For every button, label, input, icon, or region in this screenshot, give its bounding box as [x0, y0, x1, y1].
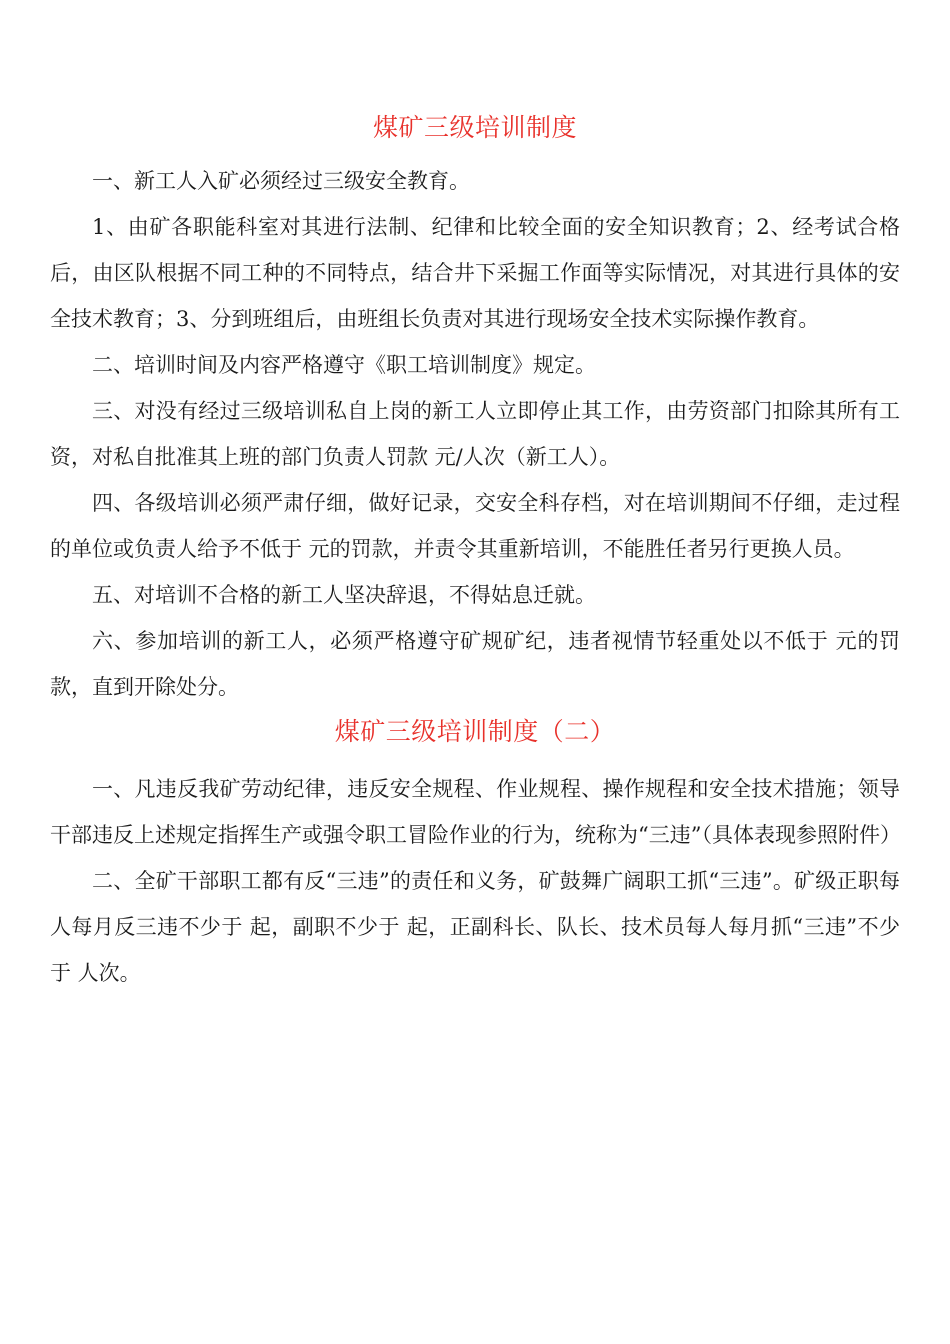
section-2-paragraph-1: 一、凡违反我矿劳动纪律，违反安全规程、作业规程、操作规程和安全技术措施；领导干部违反上述规定指挥生产或强令职工冒险作业的行为，统称为“三违”（具体表现参照附件）: [50, 777, 901, 847]
section-1-paragraph-5: 四、各级培训必须严肃仔细，做好记录，交安全科存档，对在培训期间不仔细，走过程的单位或负责人给予不低于 元的罚款，并责令其重新培训，不能胜任者另行更换人员。: [50, 491, 900, 561]
section-1-paragraph-6: 五、对培训不合格的新工人坚决辞退，不得姑息迁就。: [92, 583, 596, 607]
section-1-paragraph-7: 六、参加培训的新工人，必须严格遵守矿规矿纪，违者视情节轻重处以不低于 元的罚款，直到开除处分。: [50, 629, 900, 699]
section-1-paragraph-1: 一、新工人入矿必须经过三级安全教育。: [92, 169, 470, 193]
section-1-paragraph-2: 1、由矿各职能科室对其进行法制、纪律和比较全面的安全知识教育；2、经考试合格后，由区队根据不同工种的不同特点，结合井下采掘工作面等实际情况，对其进行具体的安全技术教育；3、分到班组后，由班组长负责对其进行现场安全技术实际操作教育。: [50, 215, 900, 331]
section-2-paragraph-2: 二、全矿干部职工都有反“三违”的责任和义务，矿鼓舞广阔职工抓“三违”。矿级正职每人每月反三违不少于 起，副职不少于 起，正副科长、队长、技术员每人每月抓“三违”不少于 人次。: [50, 869, 900, 985]
section-2-title: 煤矿三级培训制度（二）: [334, 717, 616, 746]
section-1-paragraph-3: 二、培训时间及内容严格遵守《职工培训制度》规定。: [92, 353, 596, 377]
section-1-title: 煤矿三级培训制度: [372, 113, 577, 142]
section-1-paragraph-4: 三、对没有经过三级培训私自上岗的新工人立即停止其工作，由劳资部门扣除其所有工资，对私自批准其上班的部门负责人罚款 元/人次（新工人）。: [50, 399, 900, 469]
document-body: [50, 108, 900, 996]
